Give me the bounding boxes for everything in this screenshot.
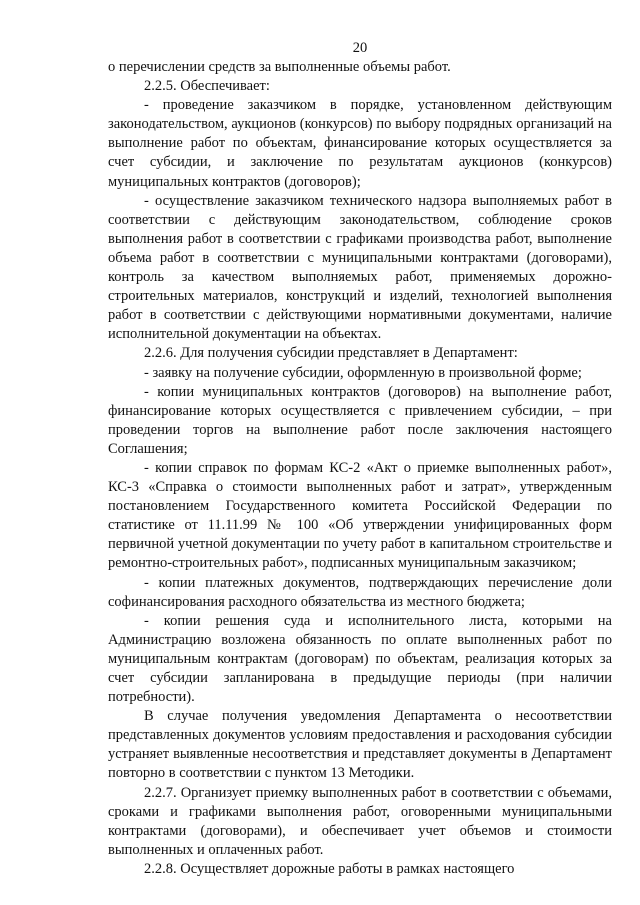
section-2-2-6-heading: 2.2.6. Для получения субсидии представляет в Департамент: — [144, 345, 518, 362]
section-2-2-8-paragraph: 2.2.8. Осуществляет дорожные работы в рамках настоящего — [144, 860, 515, 877]
paragraph-subsidy-application: - заявку на получение субсидии, оформленную в произвольной форме; — [144, 364, 582, 381]
paragraph-auction-conduct: - проведение заказчиком в порядке, установленном действующим законодательством, аукционов (конкурсов) по выбору подрядных организаций на выполнение работ по объектам, финансирование которых осуществляется за счет субсидии, и заключение по результатам аукционов (конкурсов) муниципальных контрактов (договоров); — [108, 97, 612, 190]
paragraph-technical-supervision: - осуществление заказчиком технического надзора выполняемых работ в соответствии с действующим законодательством, соблюдение сроков выполнения работ в соответствии с графиками производства работ, выполнение объема работ в соответствии с муниципальными контрактами (договорами), контроль за качеством выполняемых работ, применяемых дорожно-строительных материалов, конструкций и изделий, технологией выполнения работ в соответствии с действующими нормативными документами, наличие исполнительной документации на объектах. — [108, 192, 612, 343]
paragraph-court-decisions: - копии решения суда и исполнительного листа, которыми на Администрацию возложена обязанность по оплате выполненных работ по муниципальным контрактам (договорам) по объектам, реализация которых за счет субсидии запланирована в предыдущие периоды (при наличии потребности). — [108, 612, 612, 706]
section-2-2-7-paragraph: 2.2.7. Организует приемку выполненных работ в соответствии с объемами, сроками и графиками выполнения работ, оговоренными муниципальными контрактами (договорами), и обеспечивает учет объемов и стоимости выполненных и оплаченных работ. — [108, 784, 612, 858]
section-2-2-5-heading: 2.2.5. Обеспечивает: — [144, 78, 270, 95]
paragraph-contract-copies: - копии муниципальных контрактов (договоров) на выполнение работ, финансирование которых осуществляется с привлечением субсидии, – при проведении торгов на выполнение работ после заключения настоящего Соглашения; — [108, 383, 612, 457]
page-number: 20 — [352, 40, 368, 56]
document-page — [108, 38, 612, 879]
paragraph-ks-forms: - копии справок по формам КС-2 «Акт о приемке выполненных работ», КС-3 «Справка о стоимости выполненных работ и затрат», утвержденным постановлением Государственного комитета Российской Федерации по статистике от 11.11.99 № 100 «Об утверждении унифицированных форм первичной учетной документации по учету работ в капитальном строительстве и ремонтно-строительных работ», подписанных муниципальным заказчиком; — [108, 459, 612, 572]
paragraph-payment-continuation: о перечислении средств за выполненные объемы работ. — [108, 59, 451, 75]
paragraph-nonconformity-notice: В случае получения уведомления Департамента о несоответствии представленных документов условиям предоставления и расходования субсидии устраняет выявленные несоответствия и представляет документы в Департамент повторно в соответствии с пунктом 13 Методики. — [108, 708, 612, 782]
paragraph-payment-documents: - копии платежных документов, подтверждающих перечисление доли софинансирования расходного обязательства из местного бюджета; — [108, 574, 612, 610]
